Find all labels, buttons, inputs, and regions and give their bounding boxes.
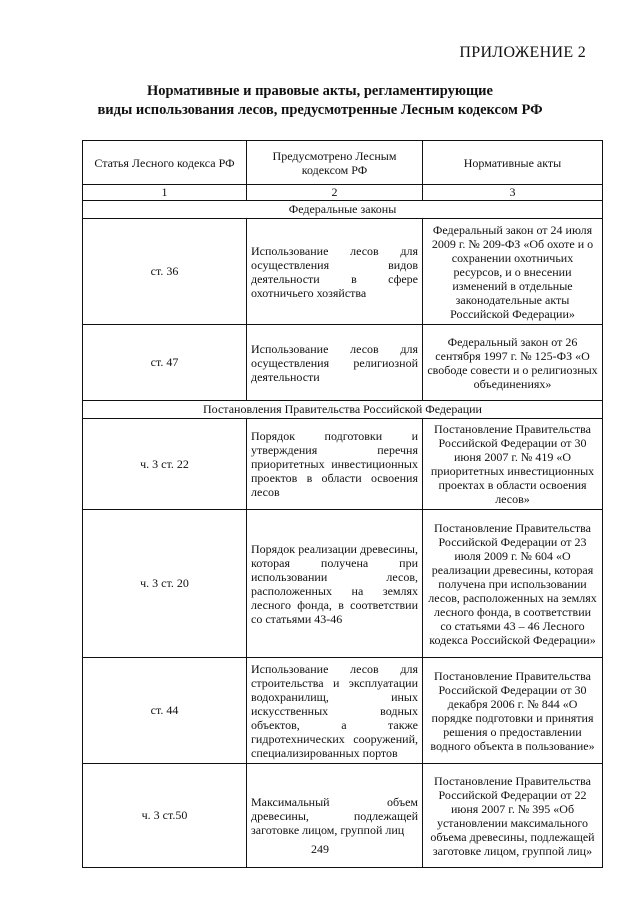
- table-row: [83, 325, 603, 401]
- article-cell: ч. 3 ст. 22: [83, 419, 247, 510]
- acts-cell: Постановление Правительства Российской Федерации от 23 июля 2009 г. № 604 «О реализации древесины, которая получена при использовании лесов, расположенных на землях лесного фонда, в соответствии со статьями 43 – 46 Лесного кодекса Российской Федерации»: [423, 510, 603, 658]
- article-cell: ч. 3 ст. 20: [83, 510, 247, 658]
- header-provision: Предусмотрено Лесным кодексом РФ: [247, 141, 423, 185]
- section-title: Постановления Правительства Российской Федерации: [83, 401, 603, 419]
- acts-cell: Постановление Правительства Российской Федерации от 30 июня 2007 г. № 419 «О приоритетных инвестиционных проектах в области освоения лесов»: [423, 419, 603, 510]
- article-cell: ст. 44: [83, 658, 247, 764]
- section-row: [83, 401, 603, 419]
- section-row: [83, 201, 603, 219]
- provision-cell: Максимальный объем древесины, подлежащей заготовке лицом, группой лиц: [247, 764, 423, 868]
- acts-cell: Федеральный закон от 26 сентября 1997 г. № 125-ФЗ «О свободе совести и о религиозных объединениях»: [423, 325, 603, 401]
- provision-cell: Использование лесов для осуществления религиозной деятельности: [247, 325, 423, 401]
- table-row: [83, 658, 603, 764]
- document-title: [0, 82, 640, 120]
- article-cell: ст. 47: [83, 325, 247, 401]
- title-line-1: Нормативные и правовые акты, регламентирующие: [147, 83, 493, 99]
- article-cell: ст. 36: [83, 219, 247, 325]
- provision-cell: Использование лесов для строительства и эксплуатации водохранилищ, иных искусственных водных объектов, а также гидротехнических сооружений, специализированных портов: [247, 658, 423, 764]
- provision-cell: Порядок подготовки и утверждения перечня приоритетных инвестиционных проектов в области освоения лесов: [247, 419, 423, 510]
- article-cell: ч. 3 ст.50: [83, 764, 247, 868]
- table-header-row: [83, 141, 603, 185]
- normative-acts-table: [82, 140, 603, 868]
- table-row: [83, 510, 603, 658]
- page-number: 249: [311, 842, 329, 856]
- acts-cell: Постановление Правительства Российской Федерации от 30 декабря 2006 г. № 844 «О порядке подготовки и принятия решения о предоставлении водного объекта в пользование»: [423, 658, 603, 764]
- header-acts: Нормативные акты: [423, 141, 603, 185]
- column-number: 2: [247, 185, 423, 201]
- column-number: 1: [83, 185, 247, 201]
- title-line-2: виды использования лесов, предусмотренные Лесным кодексом РФ: [97, 102, 543, 118]
- acts-cell: Постановление Правительства Российской Федерации от 22 июня 2007 г. № 395 «Об установлении максимального объема древесины, подлежащей заготовке лицом, группой лиц»: [423, 764, 603, 868]
- column-number: 3: [423, 185, 603, 201]
- appendix-label: ПРИЛОЖЕНИЕ 2: [459, 44, 586, 61]
- provision-cell: Порядок реализации древесины, которая получена при использовании лесов, расположенных на землях лесного фонда, в соответствии со статьями 43-46: [247, 510, 423, 658]
- header-article: Статья Лесного кодекса РФ: [83, 141, 247, 185]
- provision-cell: Использование лесов для осуществления видов деятельности в сфере охотничьего хозяйства: [247, 219, 423, 325]
- table-row: [83, 219, 603, 325]
- column-number-row: [83, 185, 603, 201]
- acts-cell: Федеральный закон от 24 июля 2009 г. № 209-ФЗ «Об охоте и о сохранении охотничьих ресурсов, и о внесении изменений в отдельные законодательные акты Российской Федерации»: [423, 219, 603, 325]
- section-title: Федеральные законы: [83, 201, 603, 219]
- table-row: [83, 419, 603, 510]
